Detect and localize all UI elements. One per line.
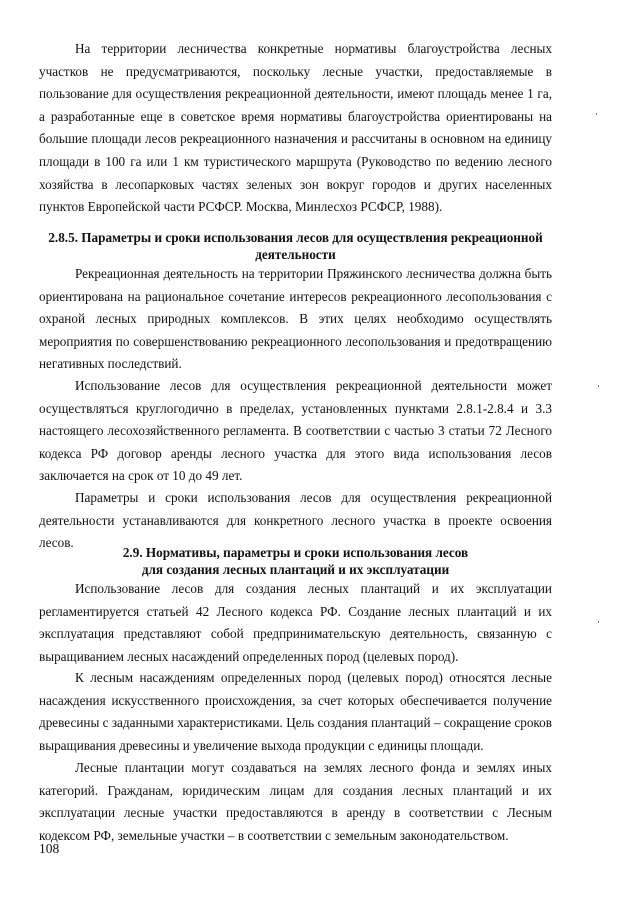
paragraph-plantation-lands: Лесные плантации могут создаваться на землях лесного фонда и землях иных категорий. Гражданам, юридическим лицам для создания лесных плантаций и их эксплуатации лесные участки предоставляются в аренду в соответствии с Лесным кодексом РФ, земельные участки – в соответствии с земельным законодательством. — [39, 760, 552, 843]
section-heading-2-9-line1: 2.9. Нормативы, параметры и сроки использования лесов — [122, 545, 469, 560]
section-heading-2-8-5-line1: 2.8.5. Параметры и сроки использования лесов для осуществления рекреационной — [48, 230, 543, 245]
scan-speck — [598, 385, 599, 387]
section-heading-2-9 — [39, 545, 552, 578]
section-heading-2-8-5 — [39, 230, 552, 263]
paragraph-norms-improvement: На территории лесничества конкретные нормативы благоустройства лесных участков не предусматриваются, поскольку лесные участки, предоставляемые в пользование для осуществления рекреационной деятельности, имеют площадь менее 1 га, а разработанные еще в советское время нормативы благоустройства ориентированы на большие площади лесов рекреационного назначения и рассчитаны в основном на единицу площади в 100 га или 1 км туристического маршрута (Руководство по ведению лесного хозяйства в лесопарковых частях зеленых зон вокруг городов и других населенных пунктов Европейской части РСФСР. Москва, Минлесхоз РСФСР, 1988). — [39, 41, 552, 215]
paragraph-recreation-orientation: Рекреационная деятельность на территории Пряжинского лесничества должна быть ориентирована на рациональное сочетание интересов рекреационного лесопользования с охраной лесных природных комплексов. В этих целях необходимо осуществлять мероприятия по совершенствованию рекреационного лесопользования и предотвращению негативных последствий. — [39, 266, 552, 372]
page-number: 108 — [39, 841, 60, 856]
paragraph-target-species: К лесным насаждениям определенных пород (целевых пород) относятся лесные насаждения искусственного происхождения, за счет которых обеспечивается получение древесины с заданными характеристиками. Цель создания плантаций – сокращение сроков выращивания древесины и увеличение выхода продукции с единицы площади. — [39, 670, 552, 753]
paragraph-recreation-usage: Использование лесов для осуществления рекреационной деятельности может осуществляться круглогодично в пределах, установленных пунктами 2.8.1-2.8.4 и 3.3 настоящего лесохозяйственного регламента. В соответствии с частью 3 статьи 72 Лесного кодекса РФ договор аренды лесного участка для этого вида использования лесов заключается на срок от 10 до 49 лет. — [39, 378, 552, 484]
paragraph-recreation-parameters: Параметры и сроки использования лесов для осуществления рекреационной деятельности устанавливаются для конкретного лесного участка в проекте освоения лесов. — [39, 490, 552, 551]
section-heading-2-8-5-line2: деятельности — [255, 246, 336, 262]
scan-speck — [598, 621, 599, 623]
section-heading-2-9-line2: для создания лесных плантаций и их эксплуатации — [141, 561, 450, 577]
scan-speck — [596, 113, 597, 115]
paragraph-plantation-regulation: Использование лесов для создания лесных плантаций и их эксплуатации регламентируется статьей 42 Лесного кодекса РФ. Создание лесных плантаций и их эксплуатация представляют собой предпринимательскую деятельность, связанную с выращиванием лесных насаждений определенных пород (целевых пород). — [39, 581, 552, 664]
